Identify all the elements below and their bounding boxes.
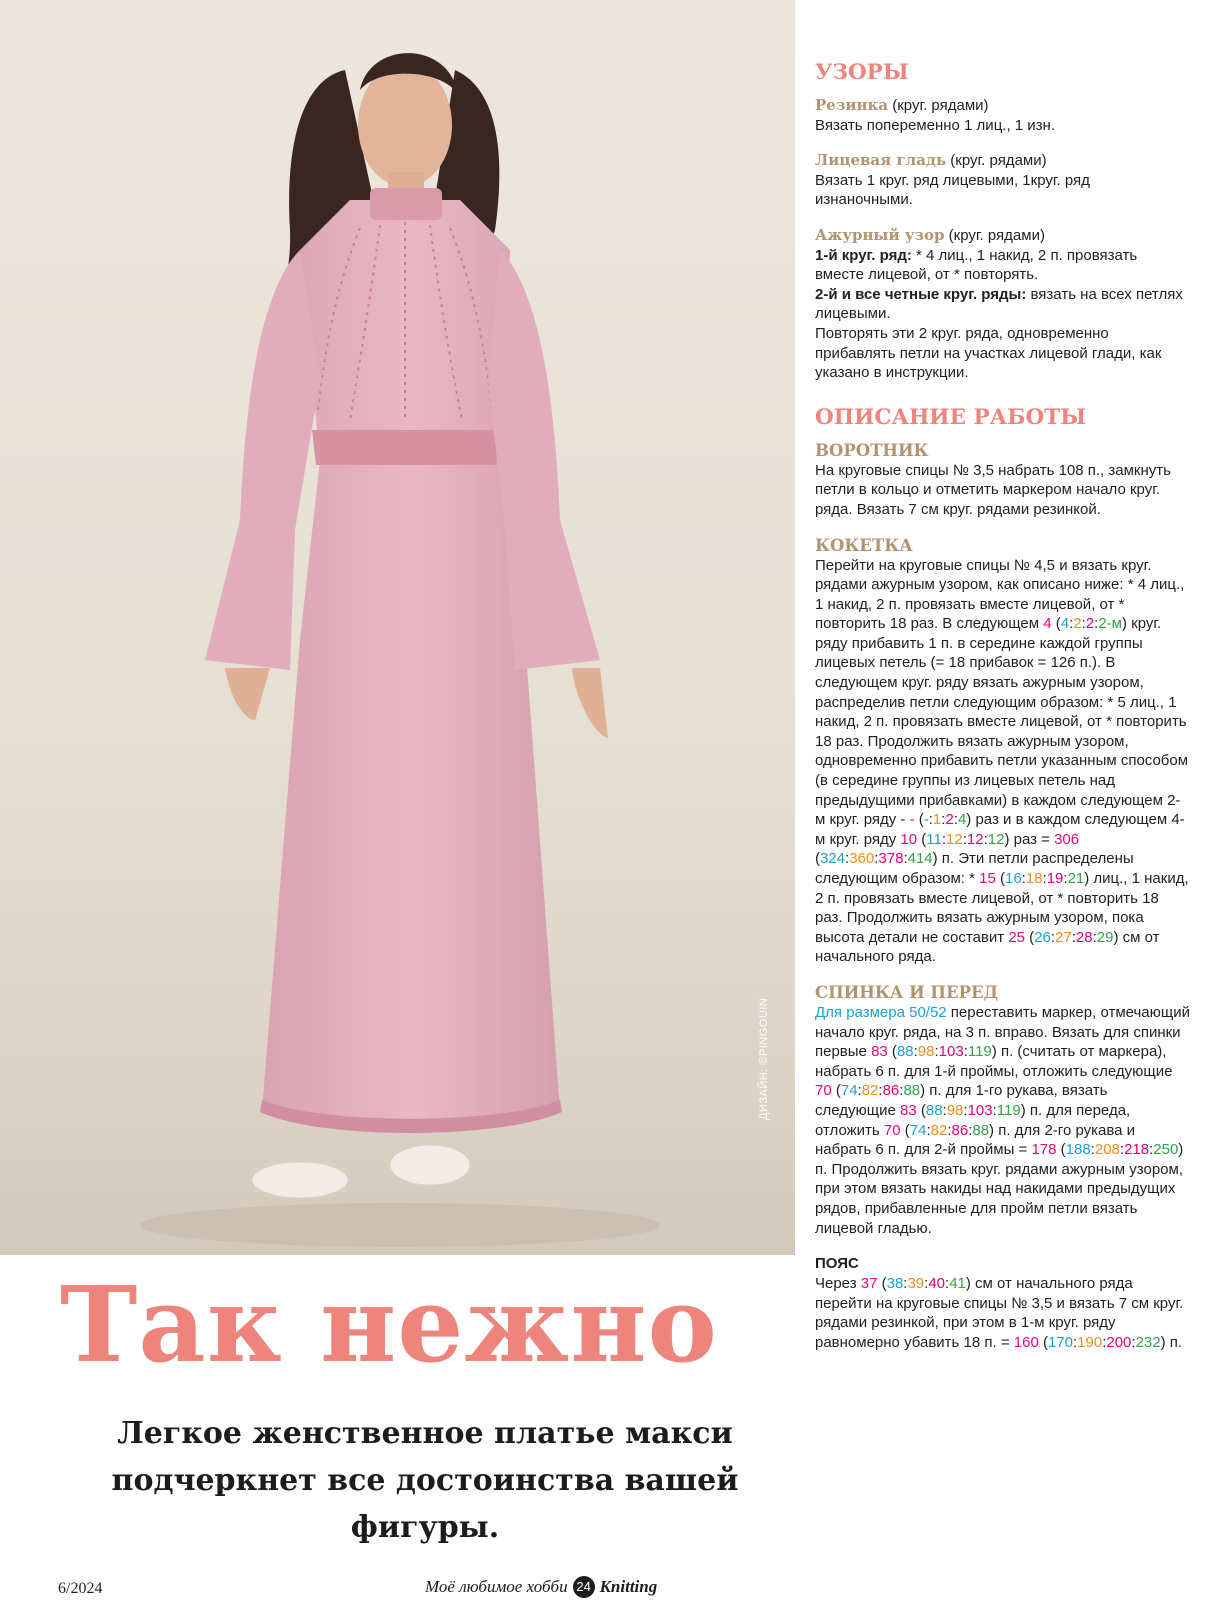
size-value: 324 xyxy=(820,850,846,868)
size-value: 86 xyxy=(882,1082,900,1100)
size-value: 19 xyxy=(1046,870,1064,887)
size-value: 119 xyxy=(996,1101,1021,1119)
size-value: 83 xyxy=(900,1101,917,1119)
size-value: 74 xyxy=(909,1121,927,1139)
size-value: 12 xyxy=(966,830,984,848)
size-value: 119 xyxy=(967,1043,992,1061)
size-value: 188 xyxy=(1065,1141,1091,1159)
back-front-text: Для размера 50/52 переставить маркер, отмечающий начало круг. ряда, на 3 п. вправо. Вязать для спинки первые 83 (88:98:103:119) п. (считать от маркера), набрать 6 п. для 1-й проймы, отложить следующие 70 (74:82:86:88) п. для 1-го рукава, вязать следующие 83 (88:98:103:119) п. для переда, отложить 70 (74:82:86:88) п. для 2-го рукава и набрать 6 п. для 2-й проймы = 178 (188:208:218:250) п. Продолжить вязать круг. рядами ажурным узором, при этом вязать накиды над накидами предыдущих рядов, прибавленные для пройм петли вязать лицевой гладью. xyxy=(815,1003,1190,1237)
size-value: 40 xyxy=(928,1275,946,1293)
size-value: 88 xyxy=(925,1101,943,1119)
size-value: 74 xyxy=(840,1082,858,1100)
left-shoe xyxy=(252,1162,348,1198)
collar-text: На круговые спицы № 3,5 набрать 108 п., замкнуть петли в кольцо и отметить маркером начало круг. ряда. Вязать 7 см круг. рядами резинкой. xyxy=(815,461,1171,518)
photo-credit: ДИЗАЙН: ©PINGOUIN xyxy=(758,997,770,1120)
size-values: 4 (4:2:2:2-м) xyxy=(1043,615,1127,633)
back-front-heading: СПИНКА И ПЕРЕД xyxy=(815,982,999,1002)
size-value: 12 xyxy=(946,830,963,848)
size-value: 178 xyxy=(1031,1141,1057,1159)
size-value: 11 xyxy=(926,830,942,848)
size-value: 200 xyxy=(1106,1333,1132,1351)
size-value: 15 xyxy=(979,870,996,887)
size-value: 82 xyxy=(861,1082,879,1100)
size-value: 82 xyxy=(930,1121,948,1139)
magazine-name: Моё любимое хобби xyxy=(425,1577,568,1596)
collar-heading: ВОРОТНИК xyxy=(815,440,929,460)
size-value: 21 xyxy=(1067,870,1085,887)
face xyxy=(358,63,452,187)
size-value: 4 xyxy=(1060,615,1070,633)
size-value: 208 xyxy=(1094,1141,1120,1159)
patterns-heading: УЗОРЫ xyxy=(815,60,909,85)
size-value: 38 xyxy=(886,1275,904,1293)
size-value: 39 xyxy=(907,1275,925,1293)
size-values: 10 (11:12:12:12) xyxy=(900,830,1010,848)
size-value: 4 xyxy=(957,811,967,829)
size-value: - xyxy=(923,811,929,829)
size-values: 160 (170:190:200:232) xyxy=(1013,1333,1166,1351)
size-value: 103 xyxy=(967,1101,993,1119)
instructions-column xyxy=(815,58,1190,1352)
size-value: 18 xyxy=(1025,870,1043,887)
size-value: 10 xyxy=(900,830,918,848)
size-value: 16 xyxy=(1004,870,1022,887)
size-value: 2-м xyxy=(1098,615,1122,633)
size-values: 83 (88:98:103:119) xyxy=(900,1101,1026,1119)
size-value: 4 xyxy=(1043,615,1052,633)
size-value: 103 xyxy=(938,1043,964,1061)
size-values: 37 (38:39:40:41) xyxy=(860,1275,971,1293)
size-value: 70 xyxy=(815,1082,832,1100)
left-sleeve xyxy=(205,250,320,670)
size-values: 15 (16:18:19:21) xyxy=(979,870,1090,887)
pattern-lace: Ажурный узор (круг. рядами) 1-й круг. ряд: * 4 лиц., 1 накид, 2 п. провязать вместе лицевой, от * повторять. 2-й и все четные круг. ряды: вязать на всех петлях лицевыми. Повторять эти 2 круг. ряда, одновременно прибавлять петли на участках лицевой глади, как указано в инструкции. xyxy=(815,225,1183,382)
size-value: 306 xyxy=(1054,830,1080,848)
subtitle: Легкое женственное платье макси подчеркнет все достоинства вашей фигуры. xyxy=(111,1416,739,1545)
size-value: 190 xyxy=(1077,1333,1103,1351)
size-values: 178 (188:208:218:250) xyxy=(1031,1141,1184,1159)
issue-number: 6/2024 xyxy=(58,1580,103,1597)
belt-heading: ПОЯС xyxy=(815,1255,859,1273)
size-value: 37 xyxy=(860,1275,878,1293)
size-value: 2 xyxy=(1073,615,1082,633)
pattern-stockinette: Лицевая гладь (круг. рядами) Вязать 1 круг. ряд лицевыми, 1круг. ряд изнаночными. xyxy=(815,151,1090,209)
yoke-text: Перейти на круговые спицы № 4,5 и вязать круг. рядами ажурным узором, как описано ниже: * 4 лиц., 1 накид, 2 п. провязать вместе лицевой, от * повторить 18 раз. В следующем 4 (4:2:2:2-м) круг. ряду прибавить 1 п. в середине каждой группы лицевых петель (= 18 прибавок = 126 п.). В следующем круг. ряду вязать ажурным узором, распределив петли следующим образом: * 5 лиц., 1 накид, 2 п. провязать вместе лицевой, от * повторить 18 раз. Продолжить вязать ажурным узором, одновременно прибавить петли указанным способом (в середине группы из лицевых петель над предыдущими прибавками) в каждом следующем 2-м круг. ряду - - (-:1:2:4) раз и в каждом следующем 4-м круг. ряду 10 (11:12:12:12) раз = 306 (324:360:378:414) п. Эти петли распределены следующим образом: * 15 (16:18:19:21) лиц., 1 накид, 2 п. провязать вместе лицевой, от * повторить 18 раз. Продолжить вязать ажурным узором, пока высота детали не составит 25 (26:27:28:29) см от начального ряда. xyxy=(815,556,1189,966)
waistband xyxy=(312,430,500,465)
size-value: 88 xyxy=(903,1082,921,1100)
size-values: 306 (324:360:378:414) xyxy=(815,830,1080,868)
pattern-rib: Резинка (круг. рядами) Вязать попеременно 1 лиц., 1 изн. xyxy=(815,96,1055,134)
size-value: 378 xyxy=(878,850,904,868)
size-value: 414 xyxy=(907,850,933,868)
yoke-heading: КОКЕТКА xyxy=(815,535,913,555)
size-values: 83 (88:98:103:119) xyxy=(871,1043,997,1061)
size-value: - xyxy=(909,811,915,829)
size-values: 70 (74:82:86:88) xyxy=(883,1121,995,1139)
magazine-footer xyxy=(425,1576,657,1598)
size-value: 2 xyxy=(1085,615,1095,633)
size-value: 170 xyxy=(1047,1333,1073,1351)
size-value: 26 xyxy=(1034,928,1051,946)
size-value: 360 xyxy=(849,850,875,868)
floor-shadow xyxy=(140,1203,660,1247)
magazine-section: Knitting xyxy=(599,1577,658,1596)
size-value: 41 xyxy=(949,1275,966,1293)
page-number: 24 xyxy=(573,1576,595,1598)
size-value: 232 xyxy=(1135,1333,1161,1351)
size-value: 88 xyxy=(896,1043,914,1061)
headline: Так нежно xyxy=(60,1263,718,1386)
size-value: 70 xyxy=(883,1121,901,1139)
belt-text: Через 37 (38:39:40:41) см от начального ряда перейти на круговые спицы № 3,5 и вязать 7 см круг. рядами резинкой, при этом в 1-м круг. ряду равномерно убавить 18 п. = 160 (170:190:200:232) п. xyxy=(815,1275,1184,1351)
size-value: 1 xyxy=(932,811,942,829)
right-shoe xyxy=(390,1145,470,1185)
size-value: 27 xyxy=(1055,928,1072,946)
size-value: 98 xyxy=(917,1043,935,1061)
size-value: 88 xyxy=(972,1121,990,1139)
size-values: 25 (26:27:28:29) xyxy=(1008,928,1119,946)
size-values: - (-:1:2:4) xyxy=(909,811,972,829)
size-value: 2 xyxy=(945,811,954,829)
size-value: 86 xyxy=(951,1121,969,1139)
size-value: 98 xyxy=(946,1101,964,1119)
size-value: 28 xyxy=(1075,928,1093,946)
size-value: 25 xyxy=(1008,928,1026,946)
size-values: 70 (74:82:86:88) xyxy=(815,1082,926,1100)
size-value: 160 xyxy=(1013,1333,1039,1351)
size-value: 218 xyxy=(1124,1141,1150,1159)
size-value: 83 xyxy=(871,1043,888,1061)
work-heading: ОПИСАНИЕ РАБОТЫ xyxy=(815,404,1087,430)
size-value: 250 xyxy=(1153,1141,1179,1159)
size-value: 12 xyxy=(987,830,1005,848)
size-value: 29 xyxy=(1096,928,1114,946)
